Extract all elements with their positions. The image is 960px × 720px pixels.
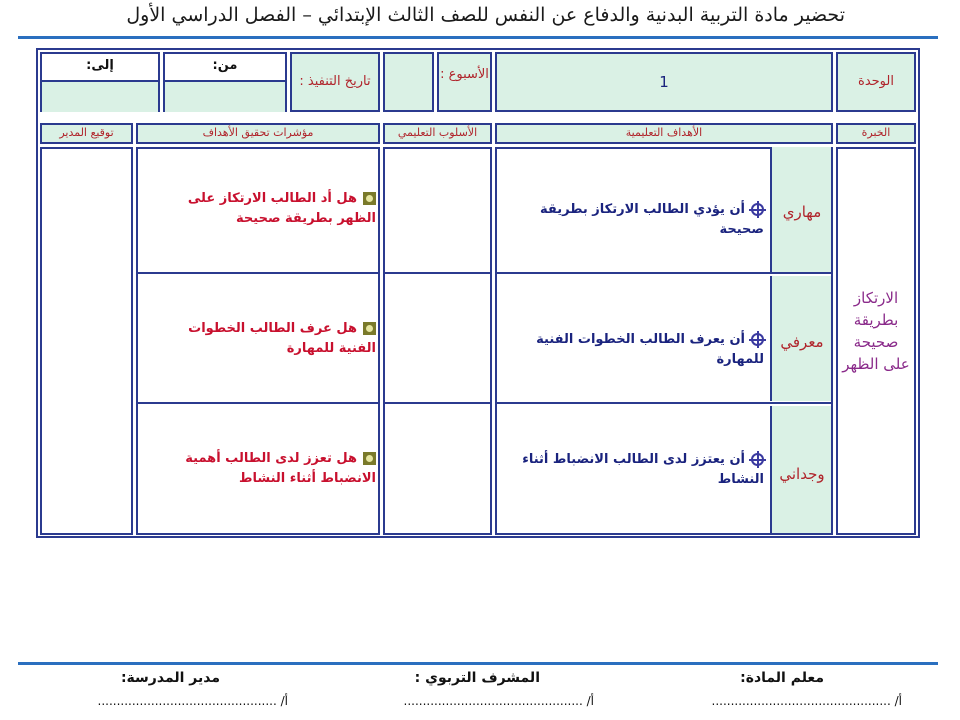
header-indicators bbox=[136, 123, 380, 144]
indicator-2-text: هل عرف الطالب الخطوات الفنية للمهارة bbox=[188, 321, 376, 356]
header-experience-text: الخبرة bbox=[861, 126, 891, 139]
week-label-cell bbox=[437, 52, 492, 112]
objectives-row-divider-2 bbox=[495, 402, 833, 404]
target-crosshair-icon bbox=[751, 203, 764, 216]
objective-2 bbox=[500, 330, 764, 370]
indicator-2 bbox=[150, 319, 376, 359]
header-method bbox=[383, 123, 492, 144]
teacher-signature-label: معلم المادة: bbox=[740, 670, 824, 686]
objective-1-text: أن يؤدي الطالب الارتكاز بطريقة صحيحة bbox=[540, 202, 764, 237]
method-cell[interactable] bbox=[383, 147, 492, 535]
to-cell[interactable] bbox=[40, 52, 160, 112]
indicator-3 bbox=[150, 449, 376, 489]
target-crosshair-icon bbox=[751, 333, 764, 346]
date-label: تاريخ التنفيذ : bbox=[299, 74, 371, 89]
objective-2-text: أن يعرف الطالب الخطوات الفنية للمهارة bbox=[536, 332, 764, 367]
experience-cell bbox=[836, 147, 916, 535]
indicators-row-divider-1 bbox=[136, 272, 380, 274]
domain-affective: وجداني bbox=[779, 465, 825, 483]
principal-signature-label: مدير المدرسة: bbox=[120, 670, 220, 686]
unit-label-cell bbox=[836, 52, 916, 112]
indicators-row-divider-2 bbox=[136, 402, 380, 404]
header-objectives-text: الأهداف التعليمية bbox=[625, 126, 703, 139]
flower-bullet-icon bbox=[363, 322, 376, 335]
method-row-divider-1 bbox=[383, 272, 492, 274]
bottom-divider bbox=[18, 662, 938, 665]
top-divider bbox=[18, 36, 938, 39]
principal-signature-cell[interactable] bbox=[40, 147, 133, 535]
method-row-divider-2 bbox=[383, 402, 492, 404]
header-indicators-text: مؤشرات تحقيق الأهداف bbox=[202, 126, 314, 139]
supervisor-signature-label: المشرف التربوي : bbox=[414, 670, 540, 686]
teacher-signature-line[interactable]: أ/ ............................................... bbox=[711, 694, 902, 708]
header-objectives bbox=[495, 123, 833, 144]
objective-3 bbox=[500, 450, 764, 490]
indicator-3-text: هل تعزز لدى الطالب أهمية الانضباط أثناء النشاط bbox=[185, 451, 376, 486]
week-label: الأسبوع : bbox=[440, 67, 489, 82]
indicator-1 bbox=[150, 189, 376, 229]
header-method-text: الأسلوب التعليمي bbox=[397, 126, 478, 139]
from-cell[interactable] bbox=[163, 52, 287, 112]
target-crosshair-icon bbox=[751, 453, 764, 466]
to-label: إلى: bbox=[42, 54, 158, 82]
domain-cognitive: معرفي bbox=[780, 333, 824, 351]
unit-value-cell[interactable] bbox=[495, 52, 833, 112]
header-experience bbox=[836, 123, 916, 144]
page-title: تحضير مادة التربية البدنية والدفاع عن النفس للصف الثالث الإبتدائي – الفصل الدراسي الأول bbox=[126, 4, 845, 26]
to-value[interactable] bbox=[42, 82, 158, 112]
unit-label: الوحدة bbox=[858, 74, 894, 89]
flower-bullet-icon bbox=[363, 452, 376, 465]
week-value-cell[interactable] bbox=[383, 52, 434, 112]
principal-signature-line[interactable]: أ/ ............................................... bbox=[97, 694, 288, 708]
objectives-row-divider-1 bbox=[495, 272, 833, 274]
supervisor-signature-line[interactable]: أ/ ............................................... bbox=[403, 694, 594, 708]
header-principal-signature-text: توقيع المدير bbox=[59, 126, 114, 139]
flower-bullet-icon bbox=[363, 192, 376, 205]
header-principal-signature bbox=[40, 123, 133, 144]
objective-1 bbox=[500, 200, 764, 240]
unit-value: 1 bbox=[659, 73, 669, 91]
from-label: من: bbox=[165, 54, 285, 82]
domain-skill: مهاري bbox=[782, 203, 822, 221]
experience-text: الارتكاز بطريقة صحيحة على الظهر bbox=[842, 289, 910, 373]
objective-3-text: أن يعتزز لدى الطالب الانضباط أثناء النشاط bbox=[522, 452, 764, 487]
from-value[interactable] bbox=[165, 82, 285, 112]
date-label-cell bbox=[290, 52, 380, 112]
indicator-1-text: هل أد الطالب الارتكاز على الظهر بطريقة صحيحة bbox=[187, 191, 376, 226]
